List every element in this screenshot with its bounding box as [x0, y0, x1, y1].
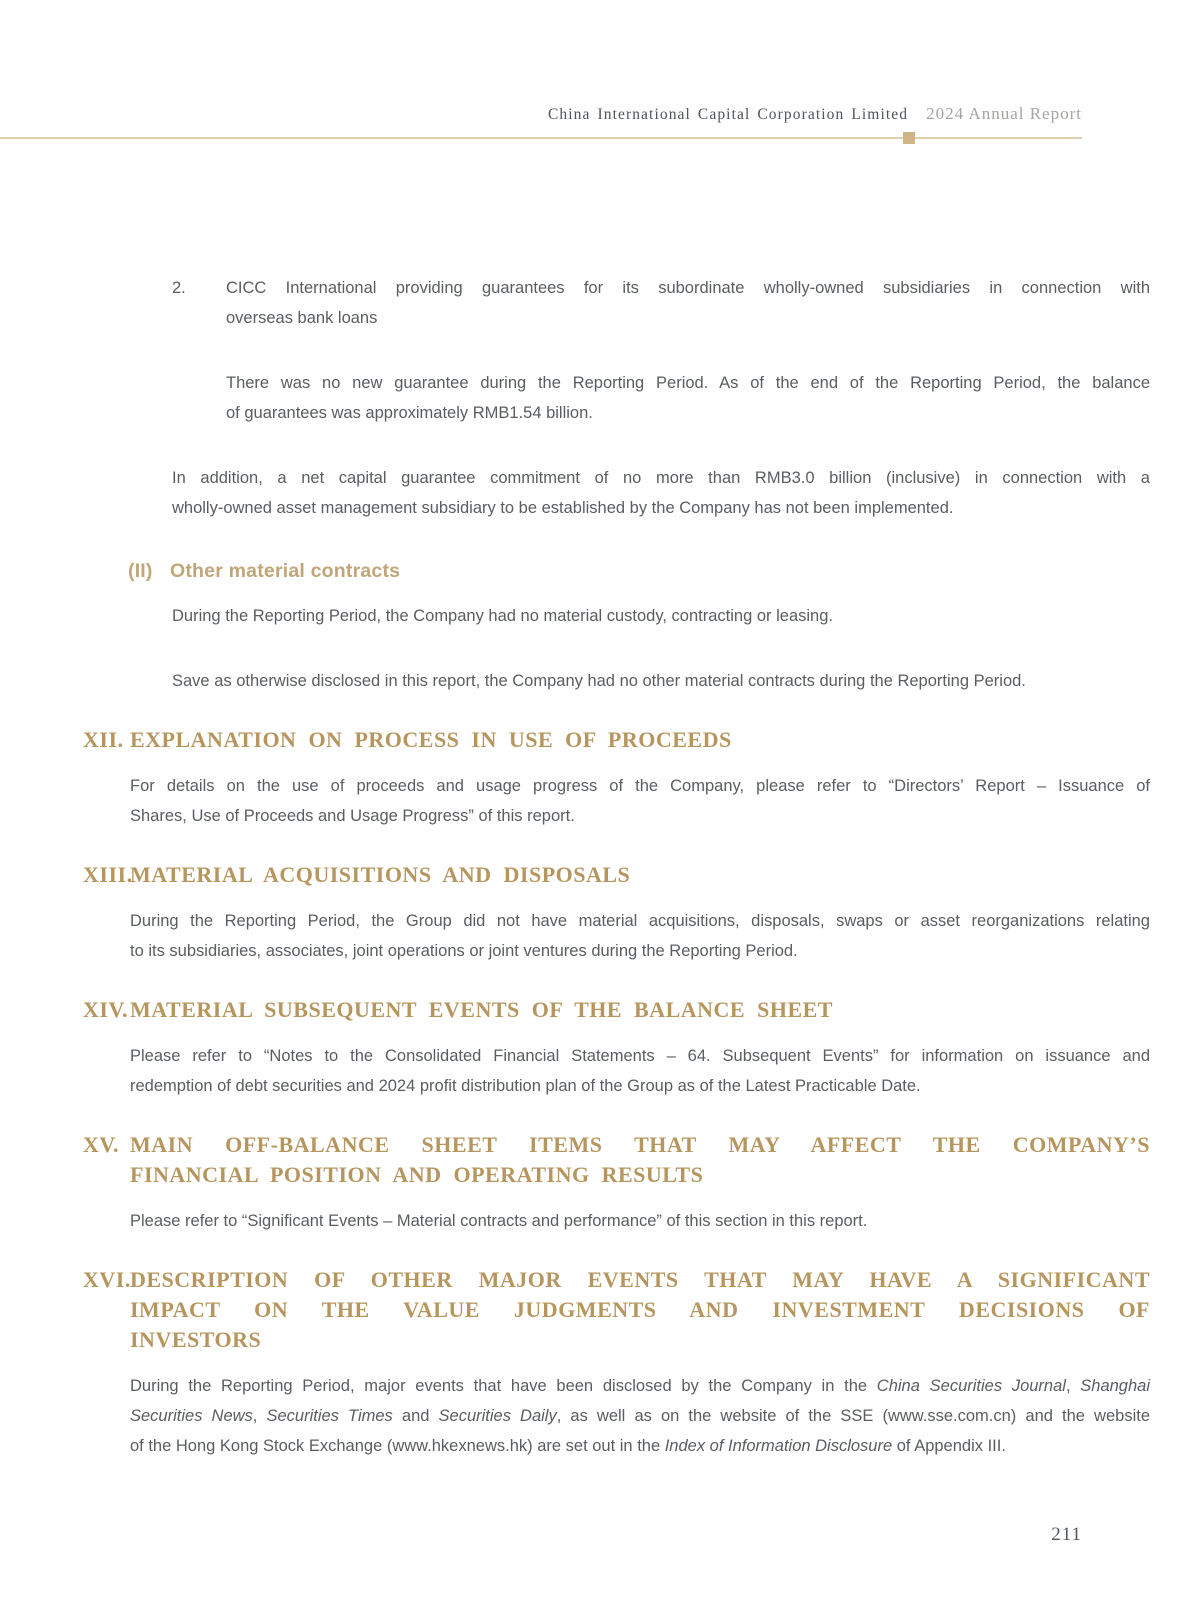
section-heading-xvi — [83, 1265, 1150, 1355]
paragraph-net-capital — [172, 463, 1150, 523]
section-number: XII. — [83, 727, 124, 752]
paragraph-line — [130, 1431, 1150, 1461]
text-segment: , — [1065, 1377, 1081, 1395]
paragraph-use-of-proceeds — [130, 771, 1150, 831]
text-segment: of Appendix III. — [892, 1437, 1006, 1455]
list-item-text-line: CICC International providing guarantees for its subordinate wholly-owned subsidiaries in connection with — [226, 279, 1150, 297]
text-segment-italic: Index of Information Disclosure — [664, 1437, 893, 1455]
text-segment: of the Hong Kong Stock Exchange (www.hkexnews.hk) are set out in the — [130, 1437, 665, 1455]
list-item-number: 2. — [172, 279, 186, 297]
header-rule-marker — [903, 132, 915, 144]
paragraph-line: During the Reporting Period, the Company had no material custody, contracting or leasing. — [172, 607, 833, 625]
section-title-line: INVESTORS — [130, 1327, 262, 1352]
text-segment-italic: Securities News — [130, 1407, 253, 1425]
page-content — [0, 273, 1190, 1496]
section-title-line: EXPLANATION ON PROCESS IN USE OF PROCEEDS — [130, 727, 732, 752]
paragraph-line: Save as otherwise disclosed in this report, the Company had no other material contracts during the Reporting Period. — [172, 672, 1026, 690]
text-segment-italic: Securities Times — [266, 1407, 393, 1425]
section-heading-xv — [83, 1130, 1150, 1190]
header-rule — [0, 137, 1082, 139]
section-title-line: MATERIAL SUBSEQUENT EVENTS OF THE BALANCE SHEET — [130, 997, 833, 1022]
page-number: 211 — [1051, 1524, 1082, 1545]
paragraph-line: In addition, a net capital guarantee commitment of no more than RMB3.0 billion (inclusive) in connection with a — [172, 469, 1150, 487]
paragraph-line: Please refer to “Notes to the Consolidated Financial Statements – 64. Subsequent Events” for information on issuance and — [130, 1047, 1150, 1065]
subsection-number: (II) — [128, 560, 153, 582]
paragraph-line: Shares, Use of Proceeds and Usage Progress” of this report. — [130, 807, 575, 825]
list-item-2 — [172, 273, 1150, 333]
paragraph-line: to its subsidiaries, associates, joint operations or joint ventures during the Reporting Period. — [130, 942, 798, 960]
paragraph-line: wholly-owned asset management subsidiary to be established by the Company has not been implemented. — [172, 499, 954, 517]
paragraph-line — [130, 1401, 1150, 1431]
paragraph-major-events-disclosure — [130, 1371, 1150, 1461]
text-segment-italic: Shanghai — [1080, 1377, 1150, 1395]
paragraph-line — [130, 1371, 1150, 1401]
paragraph-save-as-disclosed — [172, 666, 1150, 696]
subsection-title: Other material contracts — [170, 560, 401, 582]
paragraph-line: During the Reporting Period, the Group did not have material acquisitions, disposals, swaps or asset reorganizations relating — [130, 912, 1150, 930]
paragraph-line: For details on the use of proceeds and usage progress of the Company, please refer to “Directors’ Report – Issuance of — [130, 777, 1150, 795]
paragraph-off-balance-sheet — [130, 1206, 1150, 1236]
paragraph-subsequent-events — [130, 1041, 1150, 1101]
section-number: XIV. — [83, 997, 129, 1022]
section-heading-xii — [83, 725, 1150, 755]
section-number: XIII. — [83, 862, 133, 887]
paragraph-line: redemption of debt securities and 2024 profit distribution plan of the Group as of the Latest Practicable Date. — [130, 1077, 921, 1095]
section-number: XV. — [83, 1132, 119, 1157]
section-title-line: IMPACT ON THE VALUE JUDGMENTS AND INVESTMENT DECISIONS OF — [130, 1297, 1150, 1322]
paragraph-acquisitions-disposals — [130, 906, 1150, 966]
section-title-line: FINANCIAL POSITION AND OPERATING RESULTS — [130, 1162, 704, 1187]
text-segment: During the Reporting Period, major events that have been disclosed by the Company in the — [130, 1377, 877, 1395]
section-number: XVI. — [83, 1267, 131, 1292]
text-segment: , — [252, 1407, 267, 1425]
paragraph-custody — [172, 601, 1150, 631]
text-segment-italic: China Securities Journal — [876, 1377, 1066, 1395]
section-heading-xiii — [83, 860, 1150, 890]
paragraph-line: There was no new guarantee during the Reporting Period. As of the end of the Reporting Period, the balance — [226, 374, 1150, 392]
section-title-line: MAIN OFF-BALANCE SHEET ITEMS THAT MAY AFFECT THE COMPANY’S — [130, 1132, 1150, 1157]
section-title-line: DESCRIPTION OF OTHER MAJOR EVENTS THAT MAY HAVE A SIGNIFICANT — [130, 1267, 1150, 1292]
subsection-heading-other-material-contracts — [128, 556, 1150, 586]
section-heading-xiv — [83, 995, 1150, 1025]
paragraph-no-new-guarantee — [226, 368, 1150, 428]
text-segment: , as well as on the website of the SSE (www.sse.com.cn) and the website — [556, 1407, 1150, 1425]
text-segment-italic: Securities Daily — [438, 1407, 557, 1425]
paragraph-line: Please refer to “Significant Events – Material contracts and performance” of this section in this report. — [130, 1212, 868, 1230]
header-report-title: 2024 Annual Report — [926, 104, 1082, 123]
page-header — [0, 104, 1082, 124]
text-segment: and — [392, 1407, 439, 1425]
list-item-text-line: overseas bank loans — [226, 309, 378, 327]
paragraph-line: of guarantees was approximately RMB1.54 billion. — [226, 404, 593, 422]
section-title-line: MATERIAL ACQUISITIONS AND DISPOSALS — [130, 862, 631, 887]
header-company-name: China International Capital Corporation Limited — [547, 106, 909, 123]
